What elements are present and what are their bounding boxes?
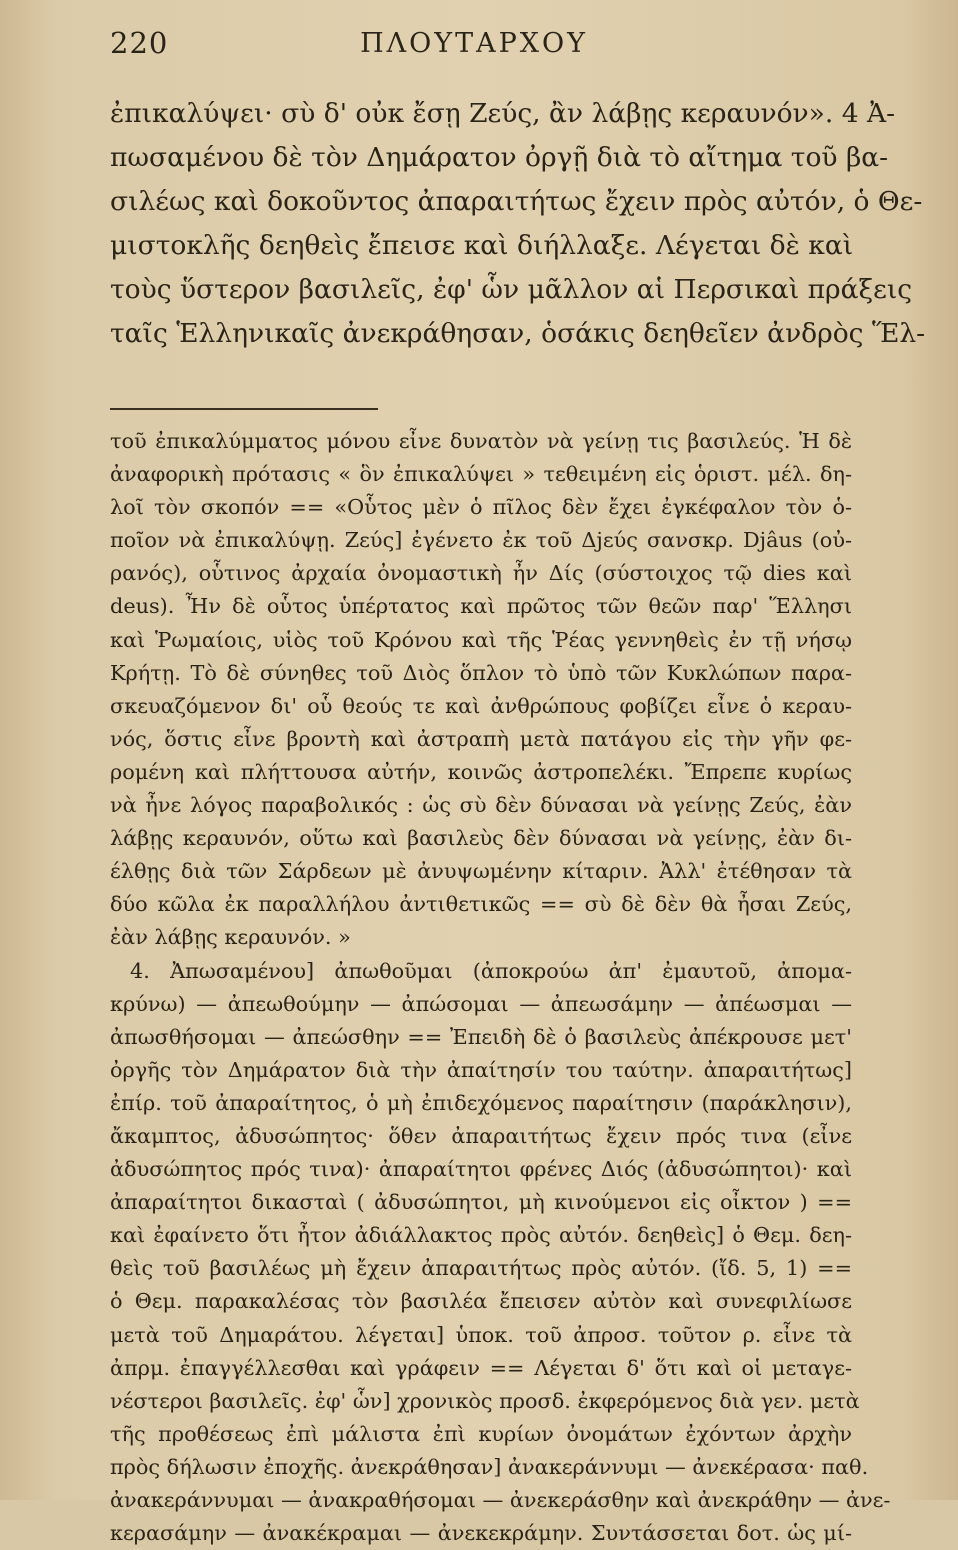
main-text-line: ταῖς Ἑλληνικαῖς ἀνεκράθησαν, ὁσάκις δεηθεῖεν ἀνδρὸς Ἕλ- <box>110 318 926 349</box>
note-line: ἀνακεράννυμαι — ἀνακραθήσομαι — ἀνεκεράσθην καὶ ἀνεκράθην — ἀνε- <box>110 1488 891 1512</box>
note-line: νέστεροι βασιλεῖς. ἐφ' ὧν] χρονικὸς προσδ. ἐκφερόμενος διὰ γεν. μετὰ <box>110 1388 860 1413</box>
note-line: πρὸς δήλωσιν ἐποχῆς. ἀνεκράθησαν] ἀνακεράννυμι — ἀνεκέρασα· παθ. <box>110 1454 869 1479</box>
note-line: ἀπωσθήσομαι — ἀπεώσθην == Ἐπειδὴ δὲ ὁ βασιλεὺς ἀπέκρουσε μετ' <box>110 1024 852 1049</box>
note-line: τῆς προθέσεως ἐπὶ μάλιστα ἐπὶ κυρίων ὀνομάτων ἐχόντων ἀρχὴν <box>110 1421 852 1446</box>
note-line: ρανός), οὗτινος ἀρχαία ὀνομαστικὴ ἦν Δίς (σύστοιχος τῷ dies καὶ <box>110 561 852 586</box>
note-line: ποῖον νὰ ἐπικαλύψῃ. Ζεύς] ἐγένετο ἐκ τοῦ Δjεύς σανσκρ. Djâus (οὐ- <box>110 528 852 553</box>
note-line: έλθῃς διὰ τῶν Σάρδεων μὲ ἀνυψωμένην κίταριν. Ἀλλ' ἐτέθησαν τὰ <box>110 859 852 884</box>
main-text-line: πωσαμένου δὲ τὸν Δημάρατον ὀργῇ διὰ τὸ αἴτημα τοῦ βα- <box>110 142 889 173</box>
note-line: λοῖ τὸν σκοπόν == «Οὗτος μὲν ὁ πῖλος δὲν ἔχει ἐγκέφαλον τὸν ὁ- <box>110 495 852 520</box>
note-line: ἐπίρ. τοῦ ἀπαραίτητος, ὁ μὴ ἐπιδεχόμενος παραίτησιν (παράκλησιν), <box>110 1090 852 1115</box>
note-line: καὶ Ῥωμαίοις, υἱὸς τοῦ Κρόνου καὶ τῆς Ῥέας γεννηθεὶς ἐν τῇ νήσῳ <box>110 627 852 652</box>
note-line: ἀναφορικὴ πρότασις « ὃν ἐπικαλύψει » τεθειμένη εἰς ὁριστ. μέλ. δη- <box>110 462 852 487</box>
note-line: ἀπρμ. ἐπαγγέλλεσθαι καὶ γράφειν == Λέγεται δ' ὅτι καὶ οἱ μεταγε- <box>110 1355 852 1380</box>
note-line: μετὰ τοῦ Δημαράτου. λέγεται] ὑποκ. τοῦ ἀπροσ. τοῦτον ρ. εἶνε τὰ <box>110 1322 852 1347</box>
note-line: ἀδυσώπητος πρός τινα)· ἀπαραίτητοι φρένες Διός (ἀδυσώπητοι)· καὶ <box>110 1157 852 1182</box>
note-line: τοῦ ἐπικαλύμματος μόνου εἶνε δυνατὸν νὰ γείνῃ τις βασιλεύς. Ἡ δὲ <box>110 429 852 453</box>
note-line: ὀργῆς τὸν Δημάρατον διὰ τὴν ἀπαίτησίν του ταύτην. ἀπαραιτήτως] <box>110 1057 852 1082</box>
commentary-notes <box>110 425 891 1550</box>
note-line: δύο κῶλα ἐκ παραλλήλου ἀντιθετικῶς == σὺ δὲ δὲν θὰ ἦσαι Ζεύς, <box>110 892 852 917</box>
note-line: 4. Ἀπωσαμένου] ἀπωθοῦμαι (ἀποκρούω ἀπ' ἐμαυτοῦ, ἀπομα- <box>130 958 852 983</box>
running-head: ΠΛΟΥΤΑΡΧΟΥ <box>360 28 588 59</box>
main-text-line: τοὺς ὕστερον βασιλεῖς, ἐφ' ὧν μᾶλλον αἱ Περσικαὶ πράξεις <box>110 274 913 305</box>
note-line: θεὶς τοῦ βασιλέως μὴ ἔχειν ἀπαραιτήτως πρὸς αὐτόν. (ἴδ. 5, 1) == <box>110 1256 852 1281</box>
main-text-line: σιλέως καὶ δοκοῦντος ἀπαραιτήτως ἔχειν πρὸς αὐτόν, ὁ Θε- <box>110 186 923 217</box>
note-line: νὰ ἦνε λόγος παραβολικός : ὡς σὺ δὲν δύνασαι νὰ γείνῃς Ζεύς, ἐὰν <box>110 793 852 818</box>
note-line: Κρήτῃ. Τὸ δὲ σύνηθες τοῦ Διὸς ὅπλον τὸ ὑπὸ τῶν Κυκλώπων παρα- <box>110 660 852 685</box>
note-line: ρομένη καὶ πλήττουσα αὐτήν, κοινῶς ἀστροπελέκι. Ἔπρεπε κυρίως <box>110 759 852 784</box>
page-header <box>110 26 898 66</box>
note-line: ἀπαραίτητοι δικασταὶ ( ἀδυσώπητοι, μὴ κινούμενοι εἰς οἶκτον ) == <box>110 1190 852 1215</box>
footnote-separator-rule <box>110 408 378 410</box>
note-line: ἄκαμπτος, ἀδυσώπητος· ὅθεν ἀπαραιτήτως ἔχειν πρός τινα (εἶνε <box>110 1123 852 1148</box>
note-line: deus). Ἦν δὲ οὗτος ὑπέρτατος καὶ πρῶτος τῶν θεῶν παρ' Ἕλλησι <box>110 594 852 619</box>
main-text-line: μιστοκλῆς δεηθεὶς ἔπεισε καὶ διήλλαξε. Λέγεται δὲ καὶ <box>110 230 854 261</box>
note-line: ὁ Θεμ. παρακαλέσας τὸν βασιλέα ἔπεισεν αὐτὸν καὶ συνεφιλίωσε <box>110 1289 852 1314</box>
note-line: σκευαζόμενον δι' οὗ θεούς τε καὶ ἀνθρώπους φοβίζει εἶνε ὁ κεραυ- <box>110 693 852 718</box>
note-line: καὶ ἐφαίνετο ὅτι ἦτον ἀδιάλλακτος πρὸς αὐτόν. δεηθεὶς] ὁ Θεμ. δεη- <box>110 1223 852 1248</box>
note-line: λάβῃς κεραυνόν, οὕτω καὶ βασιλεὺς δὲν δύνασαι νὰ γείνῃς, ἐὰν δι- <box>110 826 852 851</box>
main-text-line: ἐπικαλύψει· σὺ δ' οὐκ ἔσῃ Ζεύς, ἂν λάβῃς κεραυνόν». 4 Ἀ- <box>110 98 896 129</box>
main-text <box>110 92 926 356</box>
note-line: κερασάμην — ἀνακέκραμαι — ἀνεκεκράμην. Συντάσσεται δοτ. ὡς μί- <box>110 1521 852 1546</box>
note-line: κρύνω) — ἀπεωθούμην — ἀπώσομαι — ἀπεωσάμην — ἀπέωσμαι — <box>110 991 852 1016</box>
note-line: ἐὰν λάβῃς κεραυνόν. » <box>110 925 351 950</box>
page-number: 220 <box>110 26 169 60</box>
note-line: νός, ὅστις εἶνε βροντὴ καὶ ἀστραπὴ μετὰ πατάγου εἰς τὴν γῆν φε- <box>110 726 852 751</box>
